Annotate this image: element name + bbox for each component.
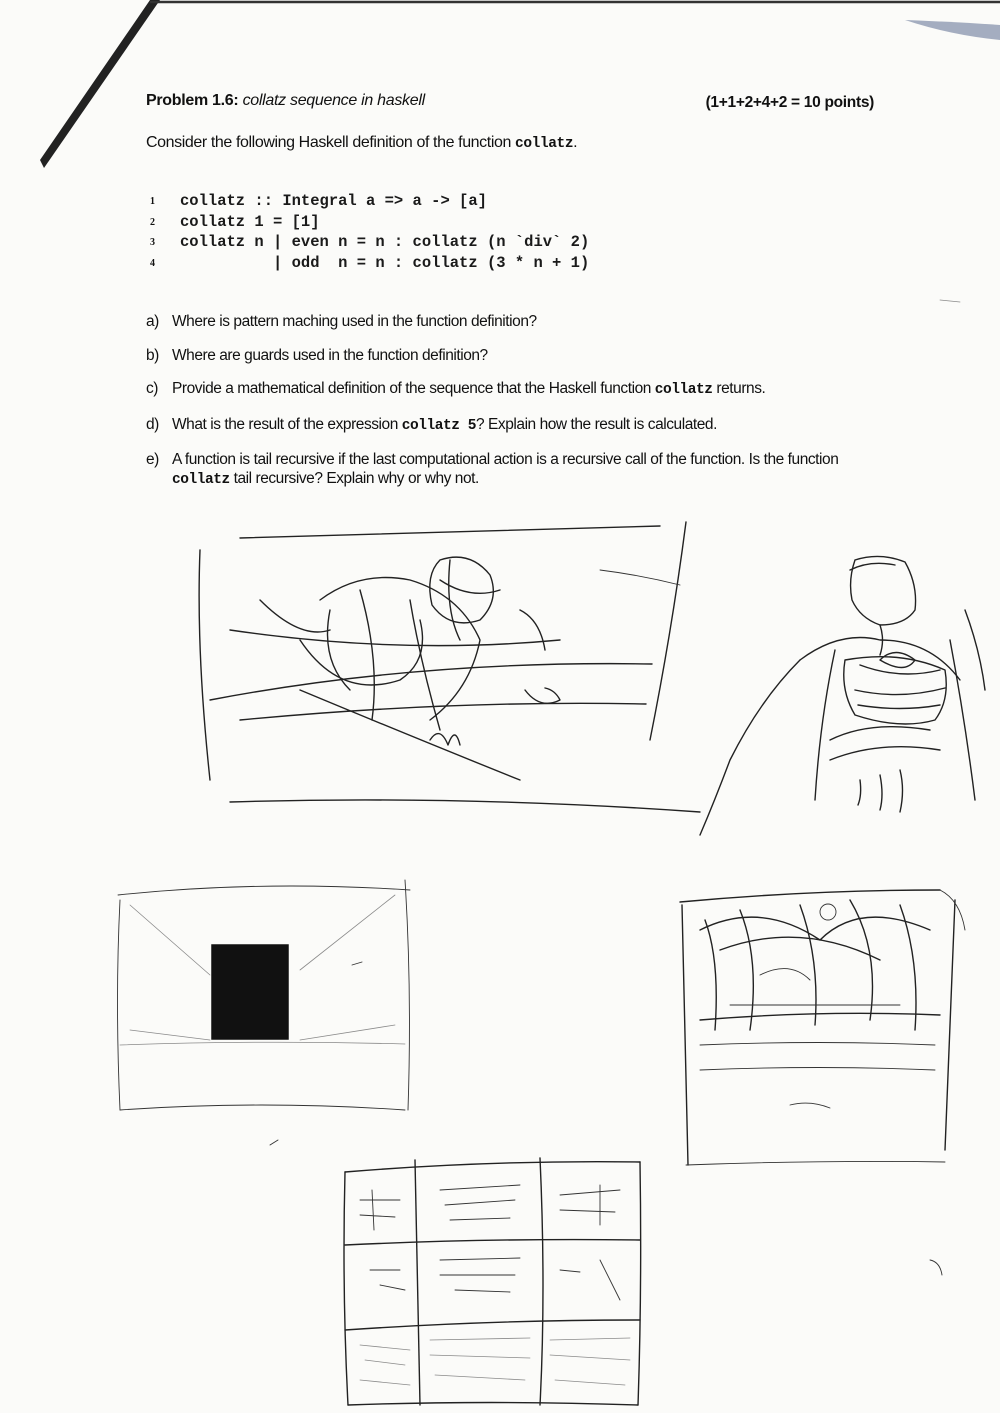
question-label: b) [146, 346, 159, 364]
question-text-end: returns. [716, 380, 766, 397]
sketch-trees [680, 890, 965, 1165]
question-text-end: ? Explain how the result is calculated. [476, 415, 717, 433]
intro-end: . [573, 134, 578, 151]
scan-edge-shadow [40, 0, 160, 168]
question-label: e) [146, 451, 159, 468]
question-text: Where is pattern maching used in the function definition? [172, 313, 537, 330]
question-label: a) [146, 313, 159, 330]
question-text: Provide a mathematical definition of the sequence that the Haskell function [172, 380, 651, 397]
question-a [146, 312, 886, 331]
question-text: A function is tail recursive if the last computational action is a recursive call of the function. Is the function [172, 451, 839, 468]
question-label: c) [146, 380, 159, 397]
question-code: collatz [172, 472, 230, 488]
question-list [146, 312, 886, 505]
line-number: 4 [150, 257, 155, 269]
question-text: What is the result of the expression [172, 415, 398, 433]
sketch-anatomical-figure [700, 556, 985, 835]
question-b [146, 346, 886, 365]
line-number: 3 [150, 237, 155, 248]
line-number: 1 [150, 196, 155, 207]
question-label: d) [146, 415, 159, 433]
code-text: collatz :: Integral a => a -> [a] [180, 192, 487, 210]
problem-title [146, 92, 425, 110]
question-d [146, 415, 886, 436]
question-text-end: tail recursive? Explain why or why not. [233, 470, 479, 487]
code-text: | odd n = n : collatz (3 * n + 1) [180, 253, 590, 272]
code-text: collatz n | even n = n : collatz (n `div` 2) [180, 233, 590, 251]
question-text: Where are guards used in the function definition? [172, 346, 488, 364]
sketch-crawling-figure [199, 522, 700, 812]
question-c [146, 379, 886, 400]
code-text: collatz 1 = [1] [180, 212, 320, 231]
intro-sentence: Consider the following Haskell definition of the function [146, 134, 511, 151]
intro-code: collatz [515, 136, 574, 152]
question-code: collatz [654, 382, 713, 398]
intro-text [146, 134, 577, 152]
scan-smudge [905, 20, 1000, 40]
problem-header [146, 92, 874, 118]
question-code: collatz 5 [401, 417, 477, 434]
problem-points: (1+1+2+4+2 = 10 points) [705, 94, 874, 111]
sketch-grid-panels [344, 1158, 641, 1405]
problem-label: Problem 1.6: [146, 92, 239, 109]
sketch-doorway [118, 880, 411, 1110]
problem-name: collatz sequence in haskell [242, 92, 425, 109]
question-e [146, 450, 886, 490]
line-number: 2 [150, 216, 155, 228]
